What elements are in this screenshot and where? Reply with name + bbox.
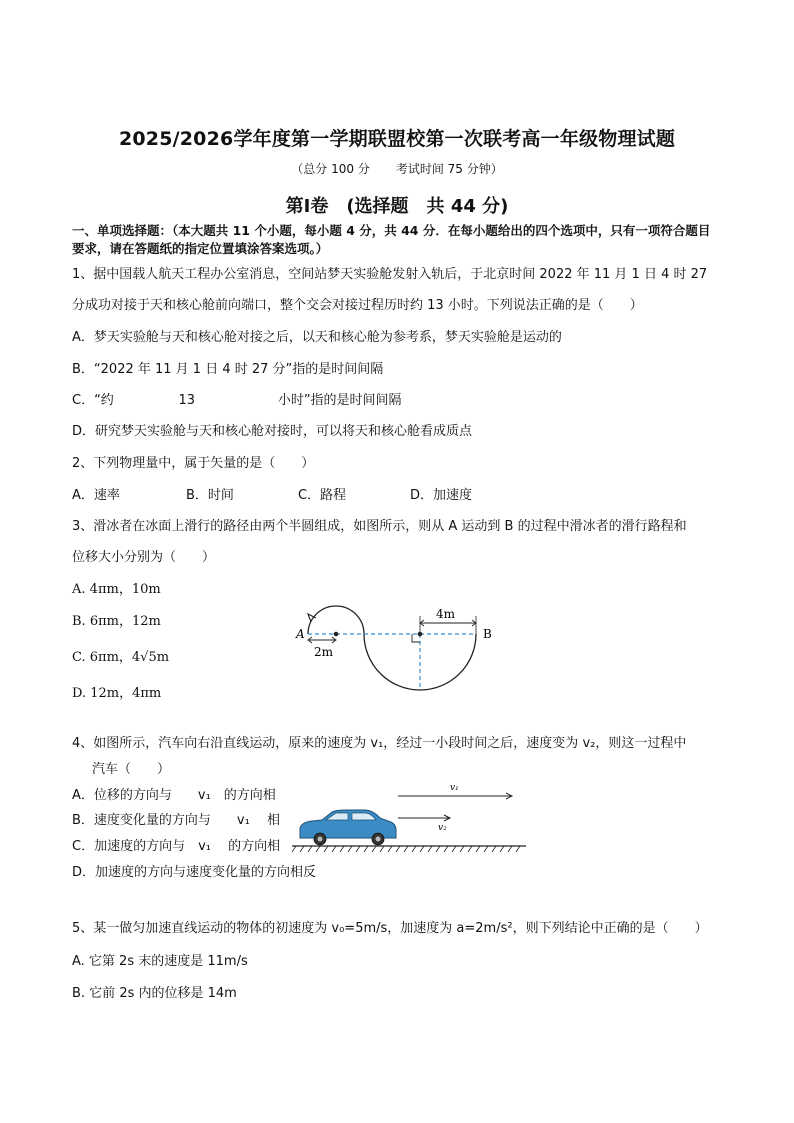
q3-option-c [72,646,169,665]
v1-label: v₁ [450,783,459,793]
q2-option-b: B．时间 [186,488,234,503]
point-b-label: B [483,627,492,641]
q1-option-d: D．研究梦天实验舱与天和核心舱对接时，可以将天和核心舱看成质点 [72,424,473,439]
point-a-label: A [296,627,305,641]
q4-option-c: C．加速度的方向与 v₁ 的方向相 [72,839,281,854]
small-circle-center [334,632,339,637]
section-title: 第Ⅰ卷 (选择题 共 44 分) [285,196,509,217]
q1-option-c-post: 小时”指的是时间间隔 [277,393,402,408]
q5-option-b: B. 它前 2s 内的位移是 14m [72,986,237,1001]
q1-stem-line1: 1、据中国载人航天工程办公室消息，空间站梦天实验舱发射入轨后，于北京时间 2022 年 11 月 1 日 4 时 27 [72,267,708,282]
q3-stem-line2: 位移大小分别为（ ） [72,550,216,565]
paper-title: 2025/2026学年度第一学期联盟校第一次联考高一年级物理试题 [118,128,676,150]
q4-car-diagram [292,776,528,854]
q3-option-d-text: 12m，4πm [90,686,162,701]
q3-option-c-label: C. [72,650,86,665]
q1-stem-line2: 分成功对接于天和核心舱前向端口，整个交会对接过程历时约 13 小时。下列说法正确的是（ ） [72,298,643,313]
v2-label: v₂ [438,823,447,833]
q5-stem: 5、某一做匀加速直线运动的物体的初速度为 v₀=5m/s，加速度为 a=2m/s²，则下列结论中正确的是（ ） [72,921,708,936]
small-semicircle-path [308,606,364,634]
q2-option-c: C．路程 [298,488,347,503]
q2-option-a: A．速率 [72,488,120,503]
q4-option-a: A．位移的方向与 v₁ 的方向相 [72,788,276,803]
q4-option-b: B．速度变化量的方向与 v₁ 相 [72,813,280,828]
q4-option-d: D．加速度的方向与速度变化量的方向相反 [72,865,317,880]
q2-option-d: D．加速度 [410,488,473,503]
q3-option-b-text: 6πm，12m [89,614,161,629]
exam-time: 考试时间 75 分钟） [395,162,503,176]
q3-option-a-text: 4πm，10m [89,582,161,597]
q1-option-a: A．梦天实验舱与天和核心舱对接之后，以天和核心舱为参考系，梦天实验舱是运动的 [72,330,562,345]
total-score: （总分 100 分 [291,162,370,176]
q3-option-d [72,682,161,701]
q3-path-diagram [290,596,510,696]
q4-stem-line1: 4、如图所示，汽车向右沿直线运动，原来的速度为 v₁，经过一小段时间之后，速度变为 v₂，则这一过程中 [72,736,687,751]
q1-option-c-pre: C．“约 [72,393,114,408]
q1-option-c-num: 13 [178,393,196,408]
q3-option-a-label: A. [72,582,86,597]
ground-hatching [292,846,520,852]
dim-4m-label: 4m [436,607,456,621]
q3-option-a [72,578,161,597]
car-icon [300,810,396,845]
q3-stem-line1: 3、滑冰者在冰面上滑行的路径由两个半圆组成，如图所示，则从 A 运动到 B 的过程中滑冰者的滑行路程和 [72,519,687,534]
q4-stem-line2: 汽车（ ） [92,762,171,777]
q3-option-b-label: B. [72,614,86,629]
q3-option-b [72,610,161,629]
q1-option-b: B．“2022 年 11 月 1 日 4 时 27 分”指的是时间间隔 [72,362,384,377]
q2-stem: 2、下列物理量中，属于矢量的是（ ） [72,456,315,471]
section-instruction: 一、单项选择题：（本大题共 11 个小题，每小题 4 分，共 44 分．在每小题给出的四个选项中，只有一项符合题目要求，请在答题纸的指定位置填涂答案选项。） [72,223,711,256]
q5-option-a: A. 它第 2s 末的速度是 11m/s [72,954,248,969]
dim-2m-label: 2m [314,645,334,659]
q3-option-c-text: 6πm，4√5m [89,650,170,665]
q1-option-c [72,389,402,408]
paper-subtitle [0,160,794,177]
q3-option-d-label: D. [72,686,87,701]
